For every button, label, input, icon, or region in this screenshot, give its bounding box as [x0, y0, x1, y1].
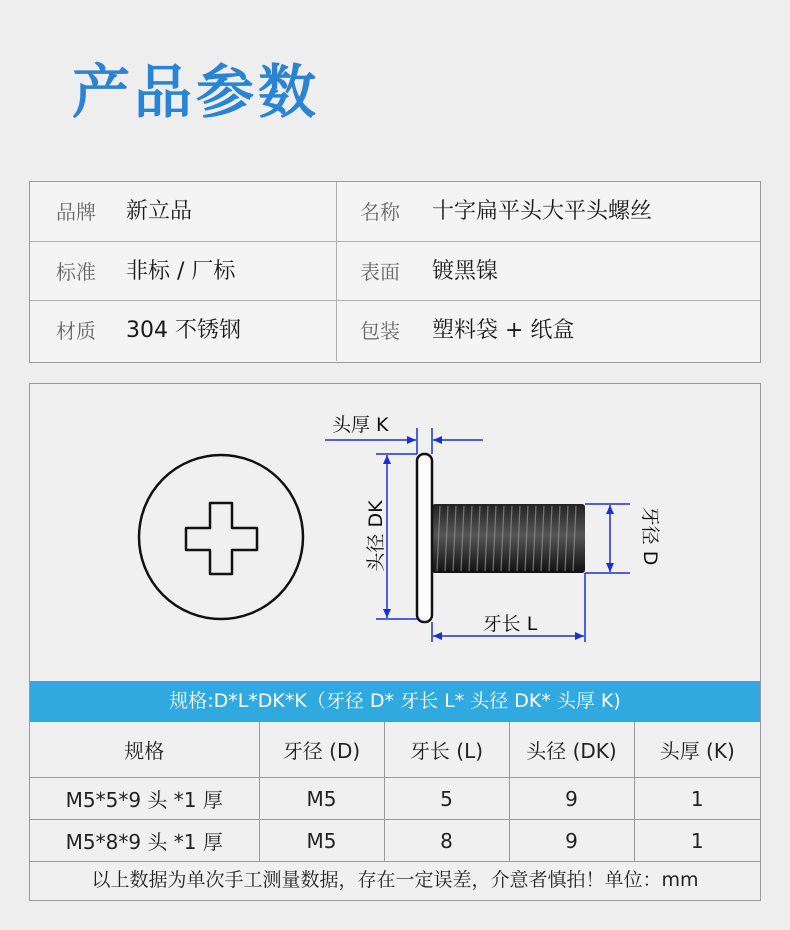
param-label: 材质 [56, 319, 96, 343]
param-value: 镀黑镍 [432, 259, 499, 284]
params-row [30, 300, 760, 361]
param-value: 非标 / 厂标 [126, 259, 236, 284]
spec-table [30, 722, 760, 862]
table-cell: M5*8*9 头 *1 厚 [30, 820, 259, 862]
column-header: 牙径 (D) [259, 722, 384, 778]
table-cell: M5 [259, 778, 384, 820]
table-cell: 8 [384, 820, 509, 862]
divider [336, 301, 337, 361]
table-cell: 1 [634, 778, 760, 820]
dimension-label-dk: 头径 DK [365, 500, 387, 572]
table-cell: 9 [509, 820, 634, 862]
column-header: 牙长 (L) [384, 722, 509, 778]
column-header: 头径 (DK) [509, 722, 634, 778]
spec-format-banner: 规格:D*L*DK*K（牙径 D* 牙长 L* 头径 DK* 头厚 K) [30, 681, 760, 722]
column-header: 规格 [30, 722, 259, 778]
param-value: 新立品 [126, 199, 193, 224]
dimension-label-d: 牙径 D [639, 506, 661, 566]
page-title: 产品参数 [72, 58, 321, 126]
column-header: 头厚 (K) [634, 722, 760, 778]
screw-shank [432, 504, 585, 573]
product-params-table [29, 181, 761, 363]
divider [336, 242, 337, 302]
table-cell: M5 [259, 820, 384, 862]
phillips-cross-icon [186, 503, 257, 574]
screw-diagram-panel [29, 383, 761, 901]
param-value: 304 不锈钢 [126, 318, 241, 343]
table-cell: 1 [634, 820, 760, 862]
measurement-note: 以上数据为单次手工测量数据，存在一定误差，介意者慎拍！单位：mm [91, 869, 699, 891]
dimension-label-l: 牙长 L [482, 613, 538, 635]
param-label: 标准 [56, 260, 96, 284]
screw-head-top-view [139, 455, 303, 619]
table-header-row [30, 722, 760, 778]
param-label: 品牌 [56, 200, 96, 224]
table-row [30, 820, 760, 862]
dimension-label-k: 头厚 K [332, 414, 389, 436]
divider [336, 182, 337, 242]
screw-diagram [30, 384, 760, 681]
params-row [30, 182, 760, 242]
param-label: 名称 [360, 200, 400, 224]
param-value: 塑料袋 + 纸盒 [432, 318, 575, 343]
param-label: 表面 [360, 260, 400, 284]
table-cell: 5 [384, 778, 509, 820]
param-value: 十字扁平头大平头螺丝 [432, 199, 653, 224]
screw-head-side [417, 454, 432, 622]
table-cell: 9 [509, 778, 634, 820]
param-label: 包装 [360, 319, 400, 343]
table-cell: M5*5*9 头 *1 厚 [30, 778, 259, 820]
params-row [30, 241, 760, 302]
table-row [30, 778, 760, 820]
